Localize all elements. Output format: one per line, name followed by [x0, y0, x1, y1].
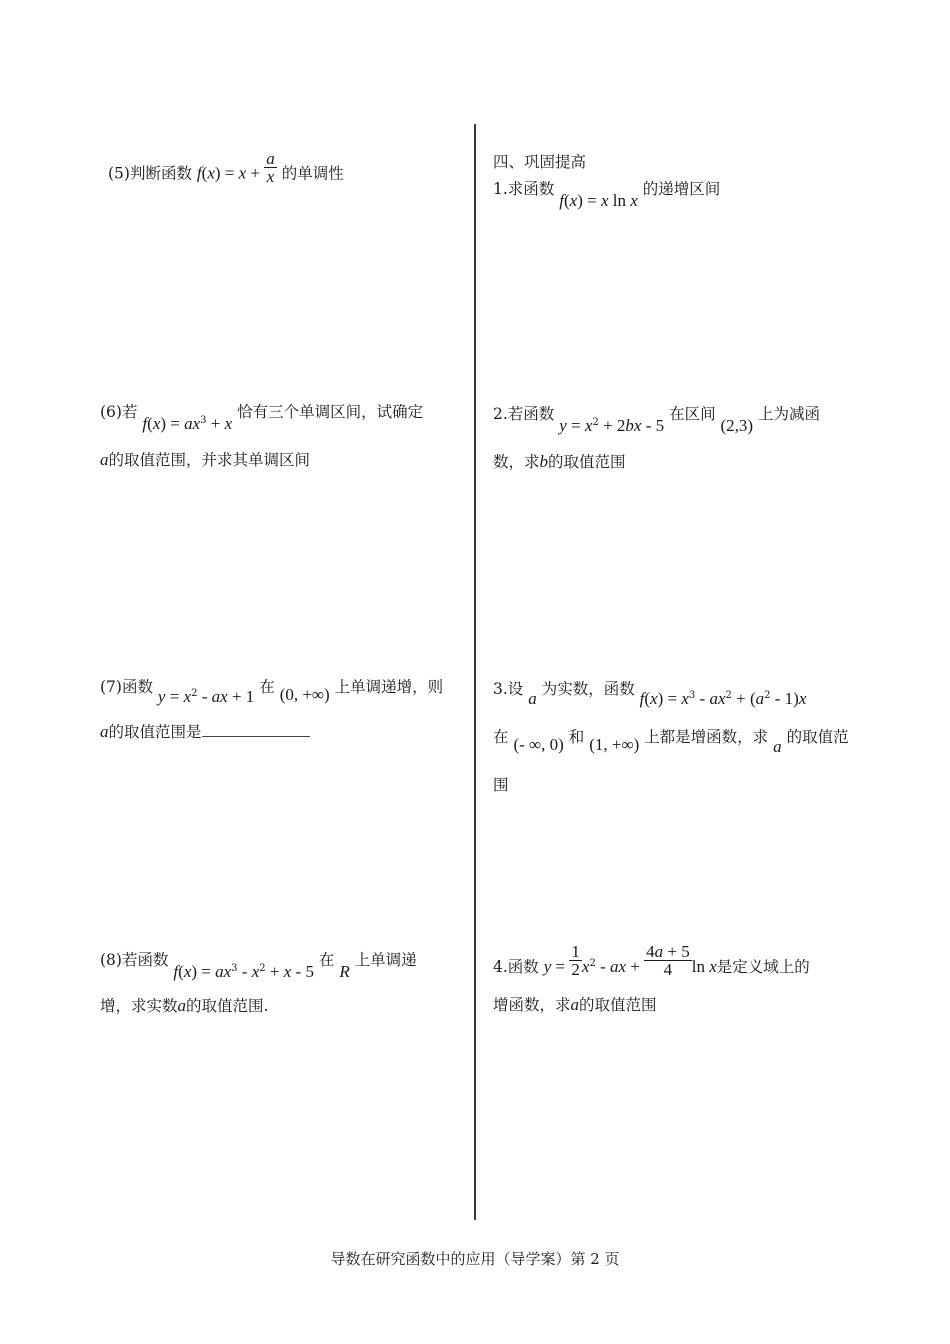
column-divider [474, 124, 476, 1220]
answer-blank [202, 722, 310, 737]
page-footer: 导数在研究函数中的应用（导学案）第 2 页 [330, 1250, 620, 1268]
section-title: 四、巩固提高 [493, 153, 587, 171]
